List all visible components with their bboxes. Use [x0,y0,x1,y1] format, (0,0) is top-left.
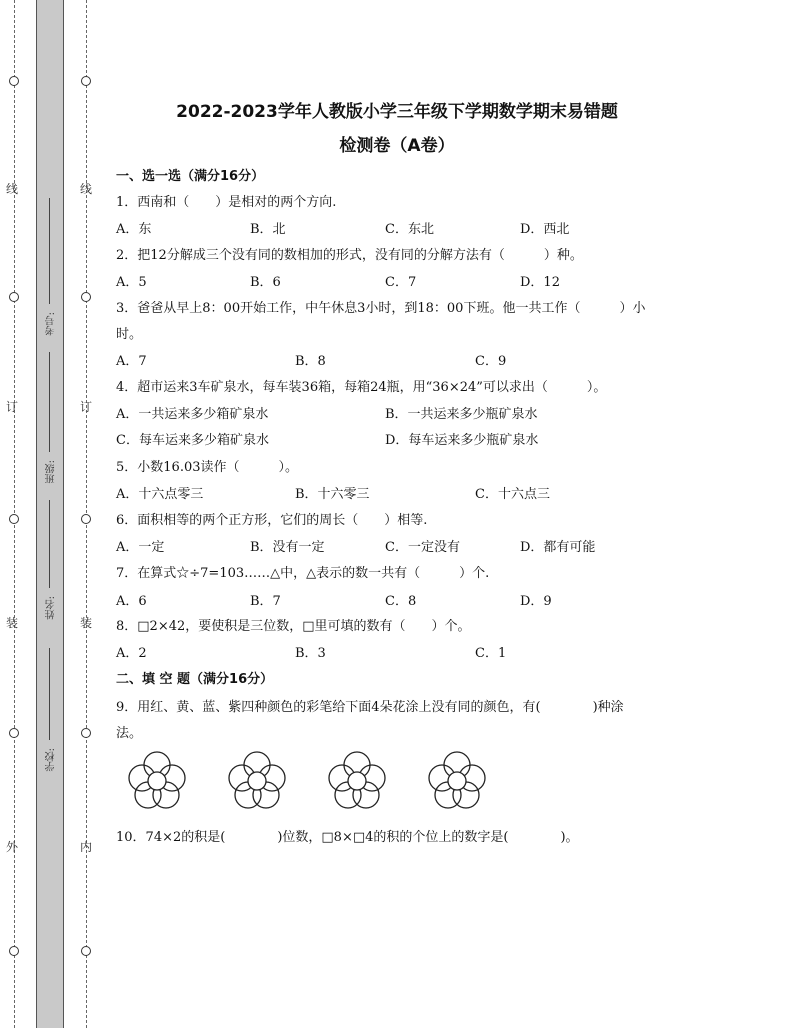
exam-number-label: 考号: [46,312,57,336]
option: A．十六点零三 [116,487,204,502]
inner-mark-xian: 线 [80,182,93,196]
option: C．一定没有 [385,540,460,555]
question-stem-continued: 时。 [116,327,143,342]
inner-mark-nei: 内 [80,840,93,854]
question-stem: 7．在算式☆÷7=103……△中，△表示的数一共有（ ）个. [116,566,490,581]
outer-mark-wai: 外 [6,840,19,854]
binding-hole [9,292,19,302]
option: D．每车运来多少瓶矿泉水 [385,433,539,448]
inner-mark-ding: 订 [80,400,93,414]
binding-hole [81,514,91,524]
inner-mark-zhuang: 装 [80,616,93,630]
option: A．5 [116,275,147,290]
exam-number-line [49,198,50,304]
question-stem: 2．把12分解成三个没有同的数相加的形式，没有同的分解方法有（ ）种。 [116,248,583,263]
binding-hole [81,292,91,302]
outer-mark-xian: 线 [6,182,19,196]
paper-title: 2022-2023学年人教版小学三年级下学期数学期末易错题 [176,102,618,122]
option: C．1 [475,646,507,661]
option: B．8 [295,354,326,369]
option: B．3 [295,646,326,661]
option: D．12 [520,275,560,290]
binding-hole [81,728,91,738]
class-line [49,352,50,452]
binding-hole [81,946,91,956]
question-stem: 3．爸爸从早上8：00开始工作，中午休息3小时，到18：00下班。他一共工作（ ）小 [116,301,646,316]
binding-hole [9,76,19,86]
option: A．一定 [116,540,165,555]
outer-mark-zhuang: 装 [6,616,19,630]
question-stem: 4．超市运来3车矿泉水，每车装36箱，每箱24瓶，用“36×24”可以求出（ ）。 [116,380,607,395]
option: B．北 [250,222,286,237]
binding-hole [9,728,19,738]
option: A．一共运来多少箱矿泉水 [116,407,269,422]
flower-drawing [326,750,388,812]
option: C．8 [385,594,417,609]
option: C．9 [475,354,507,369]
option: B．6 [250,275,281,290]
option: B．一共运来多少瓶矿泉水 [385,407,538,422]
question-stem: 5．小数16.03读作（ ）。 [116,460,298,475]
option: B．十六零三 [295,487,370,502]
option: A．2 [116,646,147,661]
option: A．7 [116,354,147,369]
paper-subtitle: 检测卷（A卷） [339,136,455,156]
binding-hole [9,946,19,956]
question-stem-continued: 法。 [116,726,143,741]
flower-drawing [226,750,288,812]
option: D．都有可能 [520,540,596,555]
binding-hole [9,514,19,524]
question-stem: 9．用红、黄、蓝、紫四种颜色的彩笔给下面4朵花涂上没有同的颜色，有( )种涂 [116,700,624,715]
school-label: 学校: [46,748,57,772]
question-stem: 8．□2×42，要使积是三位数，□里可填的数有（ ）个。 [116,619,471,634]
question-stem: 6．面积相等的两个正方形，它们的周长（ ）相等. [116,513,428,528]
school-line [49,648,50,740]
option: B．7 [250,594,281,609]
option: C．每车运来多少箱矿泉水 [116,433,269,448]
class-label: 班级: [46,460,57,484]
option: C．7 [385,275,417,290]
section-heading: 二、填 空 题（满分16分） [116,672,274,687]
flower-drawing [126,750,188,812]
name-line [49,500,50,588]
option: D．西北 [520,222,570,237]
binding-hole [81,76,91,86]
option: C．东北 [385,222,434,237]
option: C．十六点三 [475,487,550,502]
section-heading: 一、选一选（满分16分） [116,169,265,184]
option: B．没有一定 [250,540,325,555]
question-stem: 1．西南和（ ）是相对的两个方向. [116,195,337,210]
option: D．9 [520,594,552,609]
flower-drawing [426,750,488,812]
question-stem: 10．74×2的积是( )位数，□8×□4的积的个位上的数字是( )。 [116,830,579,845]
option: A．6 [116,594,147,609]
name-label: 姓名: [46,596,57,620]
outer-mark-ding: 订 [6,400,19,414]
option: A．东 [116,222,152,237]
